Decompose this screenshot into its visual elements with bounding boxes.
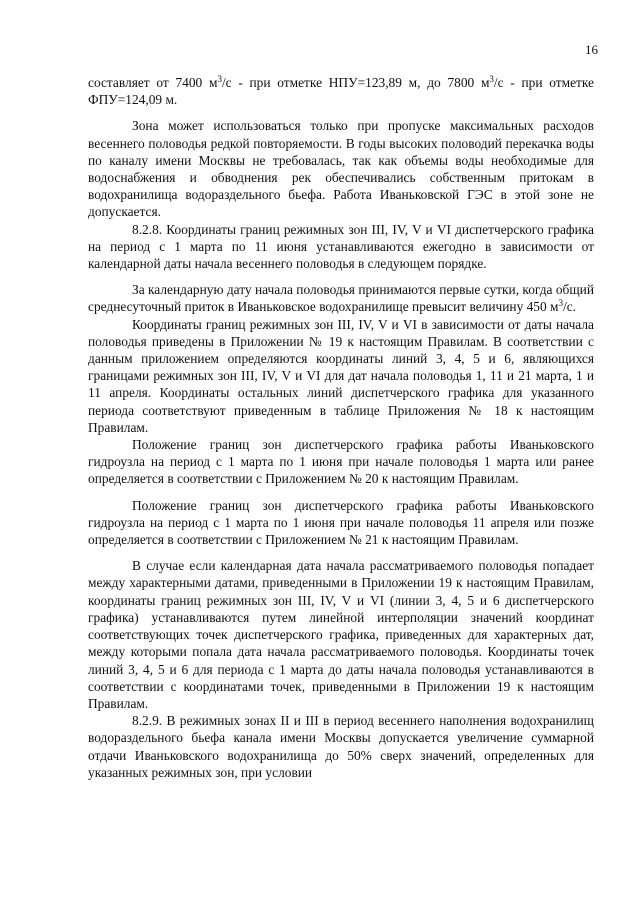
paragraph-8-2-9: 8.2.9. В режимных зонах II и III в период весеннего наполнения водохранилищ водораздельного бьефа канала имени Москвы допускается увеличение суммарной отдачи Иваньковского водохранилища до 50% сверх значений, определенных для указанных режимных зон, при условии	[88, 713, 594, 780]
paragraph-appendix-21: Положение границ зон диспетчерского графика работы Иваньковского гидроузла на период с 1 марта по 1 июня при начале половодья 11 апреля или позже определяется в соответствии с Приложением № 21 к настоящим Правилам.	[88, 497, 594, 548]
document-body	[88, 74, 594, 781]
paragraph-flood-start-date: За календарную дату начала половодья принимаются первые сутки, когда общий среднесуточный приток в Иваньковское водохранилище превысит величину 450 $м^3/с$.	[88, 282, 594, 315]
paragraph-zone-usage: Зона может использоваться только при пропуске максимальных расходов весеннего половодья редкой повторяемости. В годы высоких половодий перекачка воды по каналу имени Москвы не требовалась, так как объемы воды необходимые для водоснабжения и обводнения рек обеспечивались собственным притокам в водохранилища водораздельного бьефа. Работа Иваньковской ГЭС в этой зоне не допускается.	[88, 118, 594, 220]
page-number: 16	[585, 42, 598, 57]
paragraph-8-2-8: 8.2.8. Координаты границ режимных зон III, IV, V и VI диспетчерского графика на период с 1 марта по 11 июня устанавливаются ежегодно в зависимости от календарной даты начала весеннего половодья в следующем порядке.	[88, 221, 594, 272]
paragraph-flow-rates: составляет от 7400 $м^3/с$ - при отметке НПУ=123,89 м, до 7800 $м^3/с$ - при отметке ФПУ=124,09 м.	[88, 74, 594, 108]
paragraph-interpolation: В случае если календарная дата начала рассматриваемого половодья попадает между характерными датами, приведенными в Приложении 19 к настоящим Правилам, координаты границ режимных зон III, IV, V и VI (линии 3, 4, 5 и 6 диспетчерского графика) устанавливаются путем линейной интерполяции значений координат соответствующих точек диспетчерского графика, приведенных для характерных дат, между которыми попала дата начала рассматриваемого половодья. Координаты точек линий 3, 4, 5 и 6 для периода с 1 марта до даты начала половодья устанавливаются в соответствии с координатами точек, приведенными в Приложении 19 к настоящим Правилам.	[88, 558, 594, 711]
paragraph-appendix-20: Положение границ зон диспетчерского графика работы Иваньковского гидроузла на период с 1 марта по 1 июня при начале половодья 1 марта или ранее определяется в соответствии с Приложением № 20 к настоящим Правилам.	[88, 437, 594, 487]
paragraph-zone-coordinates: Координаты границ режимных зон III, IV, V и VI в зависимости от даты начала половодья приведены в Приложении № 19 к настоящим Правилам. В соответствии с данным приложением определяются координаты линий 3, 4, 5 и 6, являющихся границами режимных зон III, IV, V и VI для дат начала половодья 1, 11 и 21 марта, 1 и 11 апреля. Координаты остальных линий диспетчерского графика для указанного периода соответствуют приведенным в таблице Приложения № 18 к настоящим Правилам.	[88, 316, 594, 435]
